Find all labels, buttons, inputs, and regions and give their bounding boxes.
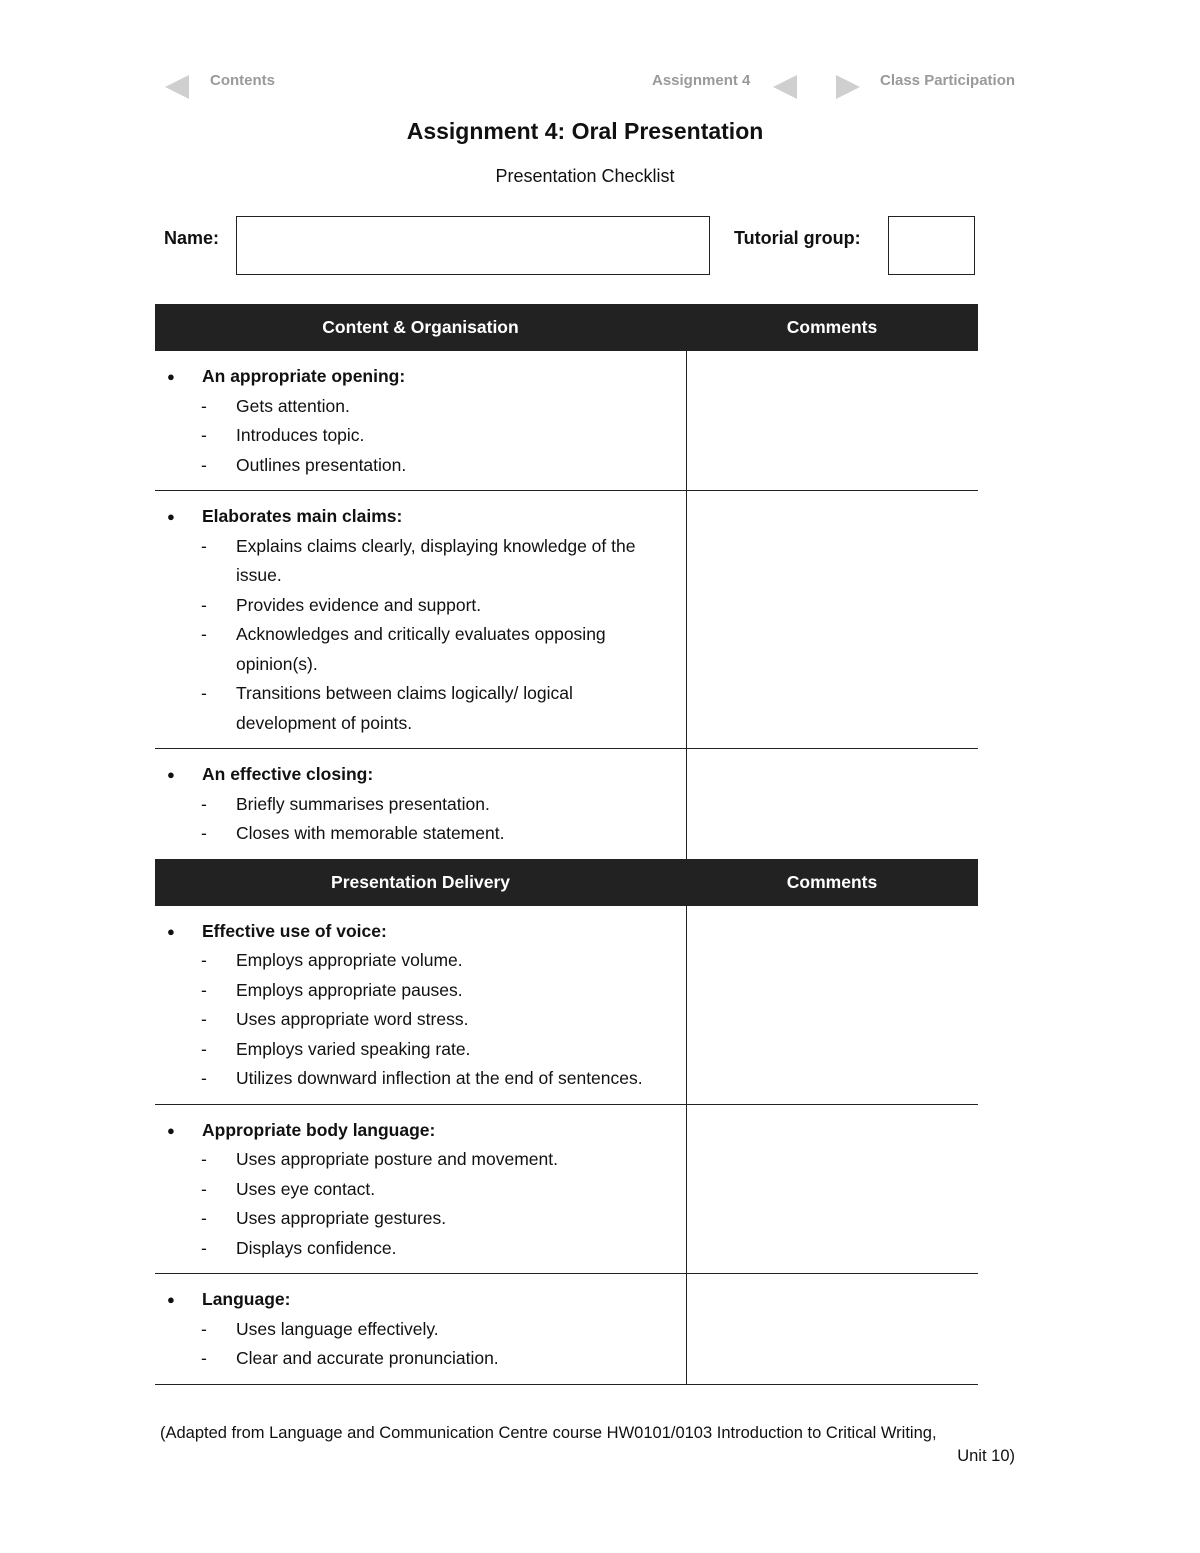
criterion-title: Appropriate body language:: [202, 1119, 436, 1140]
previous-page-arrow-icon[interactable]: [773, 75, 797, 99]
criterion-item: [165, 1315, 666, 1345]
bullet-icon: ●: [167, 767, 175, 782]
dash-icon: -: [201, 1208, 207, 1228]
criterion-item-text: Acknowledges and critically evaluates opposing opinion(s).: [236, 624, 606, 674]
dash-icon: -: [201, 683, 207, 703]
comments-cell[interactable]: [686, 351, 978, 491]
criterion-item-text: Uses appropriate gestures.: [236, 1208, 447, 1228]
criterion-row: [155, 1104, 978, 1274]
criterion-item-text: Employs varied speaking rate.: [236, 1038, 471, 1059]
criterion-item: [165, 451, 666, 481]
dash-icon: -: [201, 1318, 207, 1339]
comments-heading: Comments: [686, 859, 978, 906]
criterion-item-text: Utilizes downward inflection at the end of sentences.: [236, 1068, 643, 1088]
criterion-item: [165, 976, 666, 1006]
bullet-icon: ●: [167, 369, 175, 384]
comments-heading: Comments: [686, 304, 978, 351]
bullet-icon: ●: [167, 1122, 175, 1138]
next-page-arrow-icon[interactable]: [836, 75, 860, 99]
criterion-item-text: Briefly summarises presentation.: [236, 793, 490, 814]
footnote-line-2: Unit 10): [957, 1447, 1015, 1465]
criterion-row: [155, 906, 978, 1105]
criterion-item-text: Employs appropriate pauses.: [236, 979, 463, 1000]
criterion-item-text: Clear and accurate pronunciation.: [236, 1348, 499, 1368]
criterion-item: [165, 1005, 666, 1035]
dash-icon: -: [201, 624, 207, 644]
criterion-title: Effective use of voice:: [202, 920, 387, 941]
criterion-title: An effective closing:: [202, 764, 374, 784]
bullet-icon: ●: [167, 509, 175, 524]
section-header-row: [155, 304, 978, 351]
criterion-title: Language:: [202, 1289, 291, 1309]
dash-icon: -: [201, 823, 207, 843]
dash-icon: -: [201, 1178, 207, 1199]
criterion-item-text: Introduces topic.: [236, 425, 365, 445]
nav-next-link[interactable]: Class Participation: [880, 72, 1016, 89]
name-field[interactable]: [236, 216, 710, 275]
nav-contents-link[interactable]: Contents: [210, 72, 275, 89]
criterion-cell: [155, 1274, 686, 1385]
comments-cell[interactable]: [686, 491, 978, 749]
bullet-icon: ●: [167, 923, 175, 939]
criterion-row: [155, 491, 978, 749]
footnote: [160, 1422, 1015, 1468]
criterion-row: [155, 749, 978, 859]
page-title: Assignment 4: Oral Presentation: [406, 118, 764, 144]
criterion-item: [165, 1234, 666, 1264]
criterion-item-text: Employs appropriate volume.: [236, 950, 463, 970]
dash-icon: -: [201, 1038, 207, 1059]
criterion-row: [155, 351, 978, 491]
dash-icon: -: [201, 454, 207, 475]
criterion-title: An appropriate opening:: [202, 366, 406, 386]
criterion-item: [165, 591, 666, 621]
criterion-item-text: Outlines presentation.: [236, 454, 407, 475]
dash-icon: -: [201, 793, 207, 814]
dash-icon: -: [201, 1149, 207, 1169]
section-header-row: [155, 859, 978, 906]
criterion-item-text: Uses appropriate word stress.: [236, 1009, 469, 1029]
criterion-cell: [155, 906, 686, 1105]
page-subtitle: Presentation Checklist: [495, 166, 675, 186]
criterion-item-text: Uses appropriate posture and movement.: [236, 1149, 558, 1169]
criterion-item: [165, 392, 666, 422]
criterion-item: [165, 1204, 666, 1234]
criterion-cell: [155, 749, 686, 859]
criterion-item-text: Transitions between claims logically/ logical development of points.: [236, 683, 573, 733]
section-heading: Content & Organisation: [155, 304, 686, 351]
section-heading: Presentation Delivery: [155, 859, 686, 906]
footnote-line-1: (Adapted from Language and Communication Centre course HW0101/0103 Introduction to Critical Writing,: [160, 1424, 937, 1442]
tutorial-group-label: Tutorial group:: [734, 228, 861, 248]
dash-icon: -: [201, 1068, 207, 1088]
comments-cell[interactable]: [686, 749, 978, 859]
dash-icon: -: [201, 979, 207, 1000]
bullet-icon: ●: [167, 1292, 175, 1307]
dash-icon: -: [201, 1009, 207, 1029]
criterion-item: [165, 819, 666, 849]
comments-cell[interactable]: [686, 1104, 978, 1274]
criterion-item-text: Uses language effectively.: [236, 1318, 439, 1339]
criterion-item: [165, 1175, 666, 1205]
dash-icon: -: [201, 1348, 207, 1368]
previous-arrow-icon[interactable]: [165, 75, 189, 99]
dash-icon: -: [201, 535, 207, 556]
criterion-item: [165, 679, 666, 738]
nav-current-label: Assignment 4: [652, 72, 751, 89]
criterion-item: [165, 1064, 666, 1094]
criterion-item-text: Closes with memorable statement.: [236, 823, 505, 843]
criterion-title: Elaborates main claims:: [202, 506, 403, 526]
criterion-item: [165, 790, 666, 820]
criterion-cell: [155, 1104, 686, 1274]
dash-icon: -: [201, 425, 207, 445]
comments-cell[interactable]: [686, 1274, 978, 1385]
criterion-item: [165, 946, 666, 976]
comments-cell[interactable]: [686, 906, 978, 1105]
criterion-cell: [155, 491, 686, 749]
criterion-item: [165, 1344, 666, 1374]
criterion-item: [165, 1035, 666, 1065]
tutorial-group-field[interactable]: [888, 216, 975, 275]
dash-icon: -: [201, 1237, 207, 1258]
name-label: Name:: [164, 228, 220, 248]
criterion-item-text: Gets attention.: [236, 395, 350, 416]
criterion-item-text: Uses eye contact.: [236, 1178, 376, 1199]
criterion-item: [165, 421, 666, 451]
dash-icon: -: [201, 395, 207, 416]
criterion-cell: [155, 351, 686, 491]
criterion-row: [155, 1274, 978, 1385]
criterion-item-text: Displays confidence.: [236, 1237, 397, 1258]
dash-icon: -: [201, 950, 207, 970]
checklist-table: [155, 304, 978, 1385]
criterion-item: [165, 532, 666, 591]
dash-icon: -: [201, 594, 207, 615]
criterion-item: [165, 1145, 666, 1175]
criterion-item-text: Provides evidence and support.: [236, 594, 482, 615]
criterion-item-text: Explains claims clearly, displaying knowledge of the issue.: [236, 535, 636, 585]
criterion-item: [165, 620, 666, 679]
